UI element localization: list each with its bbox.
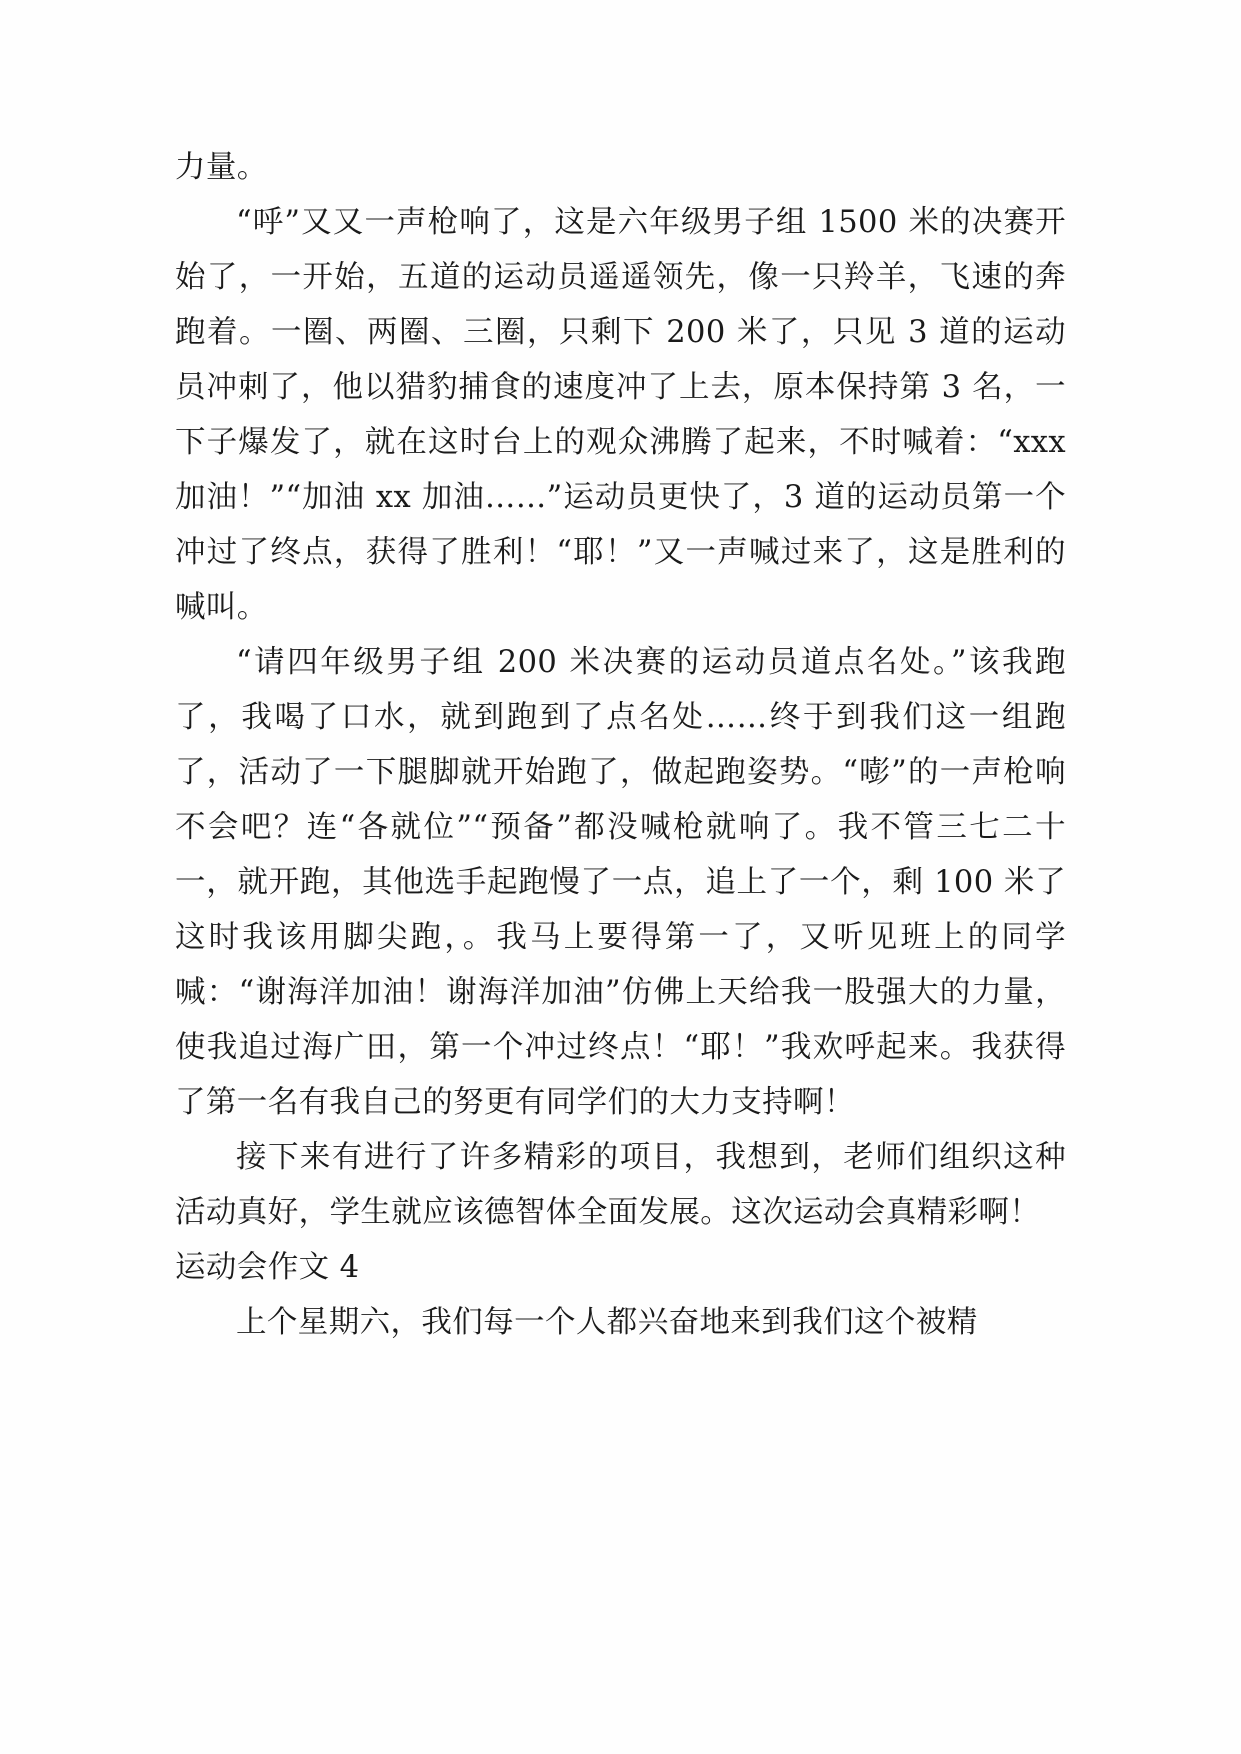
paragraph-continuation: 力量。 [175,150,268,185]
document-body [175,140,1066,1350]
paragraph-2: “请四年级男子组 200 米决赛的运动员道点名处。”该我跑了，我喝了口水，就到跑到了点名处……终于到我们这一组跑了，活动了一下腿脚就开始跑了，做起跑姿势。“嘭”的一声枪响不会吧？连“各就位”“预备”都没喊枪就响了。我不管三七二十一，就开跑，其他选手起跑慢了一点，追上了一个，剩 100 米了这时我该用脚尖跑，。我马上要得第一了，又听见班上的同学喊：“谢海洋加油！谢海洋加油”仿佛上天给我一股强大的力量，使我追过海广田，第一个冲过终点！“耶！”我欢呼起来。我获得了第一名有我自己的努更有同学们的大力支持啊！ [175,645,1066,1120]
section-heading: 运动会作文 4 [175,1250,360,1285]
paragraph-1: “呼”又又一声枪响了，这是六年级男子组 1500 米的决赛开始了，一开始，五道的运动员遥遥领先，像一只羚羊，飞速的奔跑着。一圈、两圈、三圈，只剩下 200 米了，只见 3 道的运动员冲刺了，他以猎豹捕食的速度冲了上去，原本保持第 3 名，一下子爆发了，就在这时台上的观众沸腾了起来，不时喊着：“xxx 加油！”“加油 xx 加油……”运动员更快了，3 道的运动员第一个冲过了终点，获得了胜利！“耶！”又一声喊过来了，这是胜利的喊叫。 [175,205,1066,625]
paragraph-3: 接下来有进行了许多精彩的项目，我想到，老师们组织这种活动真好，学生就应该德智体全面发展。这次运动会真精彩啊！ [175,1140,1066,1230]
paragraph-4: 上个星期六，我们每一个人都兴奋地来到我们这个被精 [236,1305,978,1340]
